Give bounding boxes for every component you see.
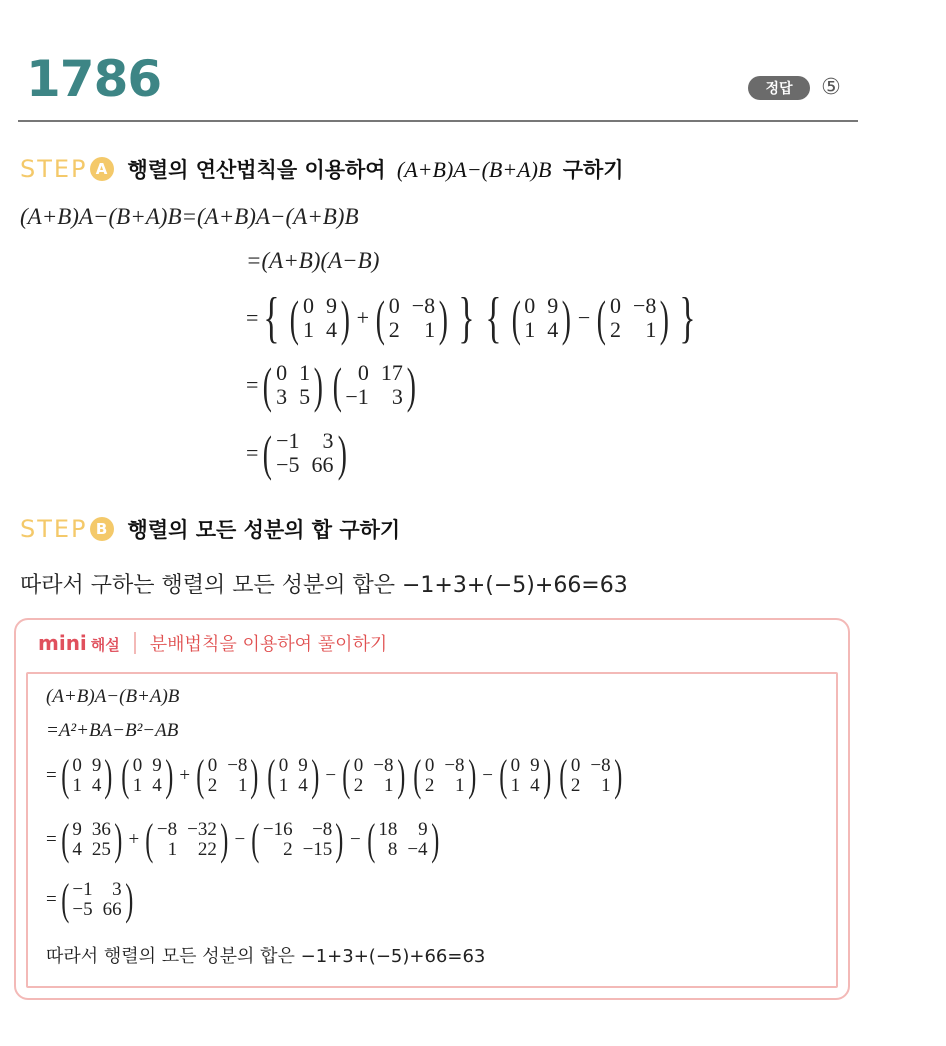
mini-line-3: = ( 0 9 1 4 ) ( 0 9 1 4 ) + ( 0 −8 2 1 ) ( 0 9 1 4 ) − ( 0 −8 2 1 ) ( 0 −8 2 1 ) − ( 0 9 1 4 ) ( 0 −8 2 1 )	[46, 751, 622, 800]
step-a-heading	[20, 154, 624, 184]
minus-sign: −	[577, 305, 591, 330]
matrix: ( 0 −8 2 1 )	[375, 290, 449, 346]
matrix: ( 0 9 1 4 )	[511, 290, 572, 346]
right-brace: }	[679, 287, 696, 349]
right-brace: }	[458, 287, 475, 349]
left-brace: {	[263, 287, 280, 349]
mini-title: 분배법칙을 이용하여 풀이하기	[149, 634, 388, 655]
step-label: STEP	[20, 155, 88, 183]
step-b-heading	[20, 514, 400, 544]
mini-line-5: = ( −1 3 −5 66 )	[46, 875, 133, 924]
conclusion-text: 따라서 구하는 행렬의 모든 성분의 합은 −1+3+(−5)+66=63	[20, 573, 628, 598]
matrix: ( 0 1 3 5 )	[263, 357, 323, 413]
separator	[134, 632, 136, 654]
matrix: ( −1 3 −5 66 )	[263, 425, 347, 481]
mini-line-1: (A+B)A−(B+A)B	[46, 686, 180, 707]
equals-sign: =	[246, 372, 259, 397]
step-title-suffix: 구하기	[562, 158, 624, 182]
derivation-line-1: (A+B)A−(B+A)B=(A+B)A−(A+B)B	[20, 204, 359, 229]
derivation-line-4	[246, 357, 420, 413]
derivation-line-3	[246, 287, 701, 349]
matrix: ( 0 −8 2 1 )	[597, 290, 670, 346]
divider	[18, 120, 858, 122]
problem-number: 1786	[26, 50, 162, 108]
mini-line-4: = ( 9 36 4 25 ) + ( −8 −32 1 22 ) − ( −16 −8 2 −15 ) − ( 18 9 8 −4 )	[46, 815, 439, 864]
equals-sign: =	[246, 305, 259, 330]
mini-header	[38, 630, 387, 656]
matrix: ( 0 17 −1 3 )	[332, 357, 416, 413]
step-title-expression: (A+B)A−(B+A)B	[396, 157, 552, 182]
mini-line-2: =A²+BA−B²−AB	[46, 720, 179, 741]
derivation-line-5	[246, 425, 351, 481]
equals-sign: =	[246, 440, 259, 465]
mini-content	[26, 672, 838, 988]
step-title-text: 행렬의 연산법칙을 이용하여	[127, 158, 386, 182]
step-letter-badge: B	[90, 517, 114, 541]
mini-explanation-box	[14, 618, 850, 1000]
step-letter-badge: A	[90, 157, 114, 181]
plus-sign: +	[356, 305, 370, 330]
step-label: STEP	[20, 515, 88, 543]
answer-badge: 정답	[748, 76, 810, 100]
left-brace: {	[485, 287, 502, 349]
matrix: ( 0 9 1 4 )	[290, 290, 350, 346]
answer-value: ⑤	[821, 74, 841, 100]
step-title	[128, 154, 624, 184]
step-title: 행렬의 모든 성분의 합 구하기	[127, 518, 401, 542]
mini-tag: mini 해설	[38, 631, 120, 655]
mini-conclusion: 따라서 행렬의 모든 성분의 합은 −1+3+(−5)+66=63	[46, 946, 486, 967]
derivation-line-2: =(A+B)(A−B)	[246, 248, 380, 273]
